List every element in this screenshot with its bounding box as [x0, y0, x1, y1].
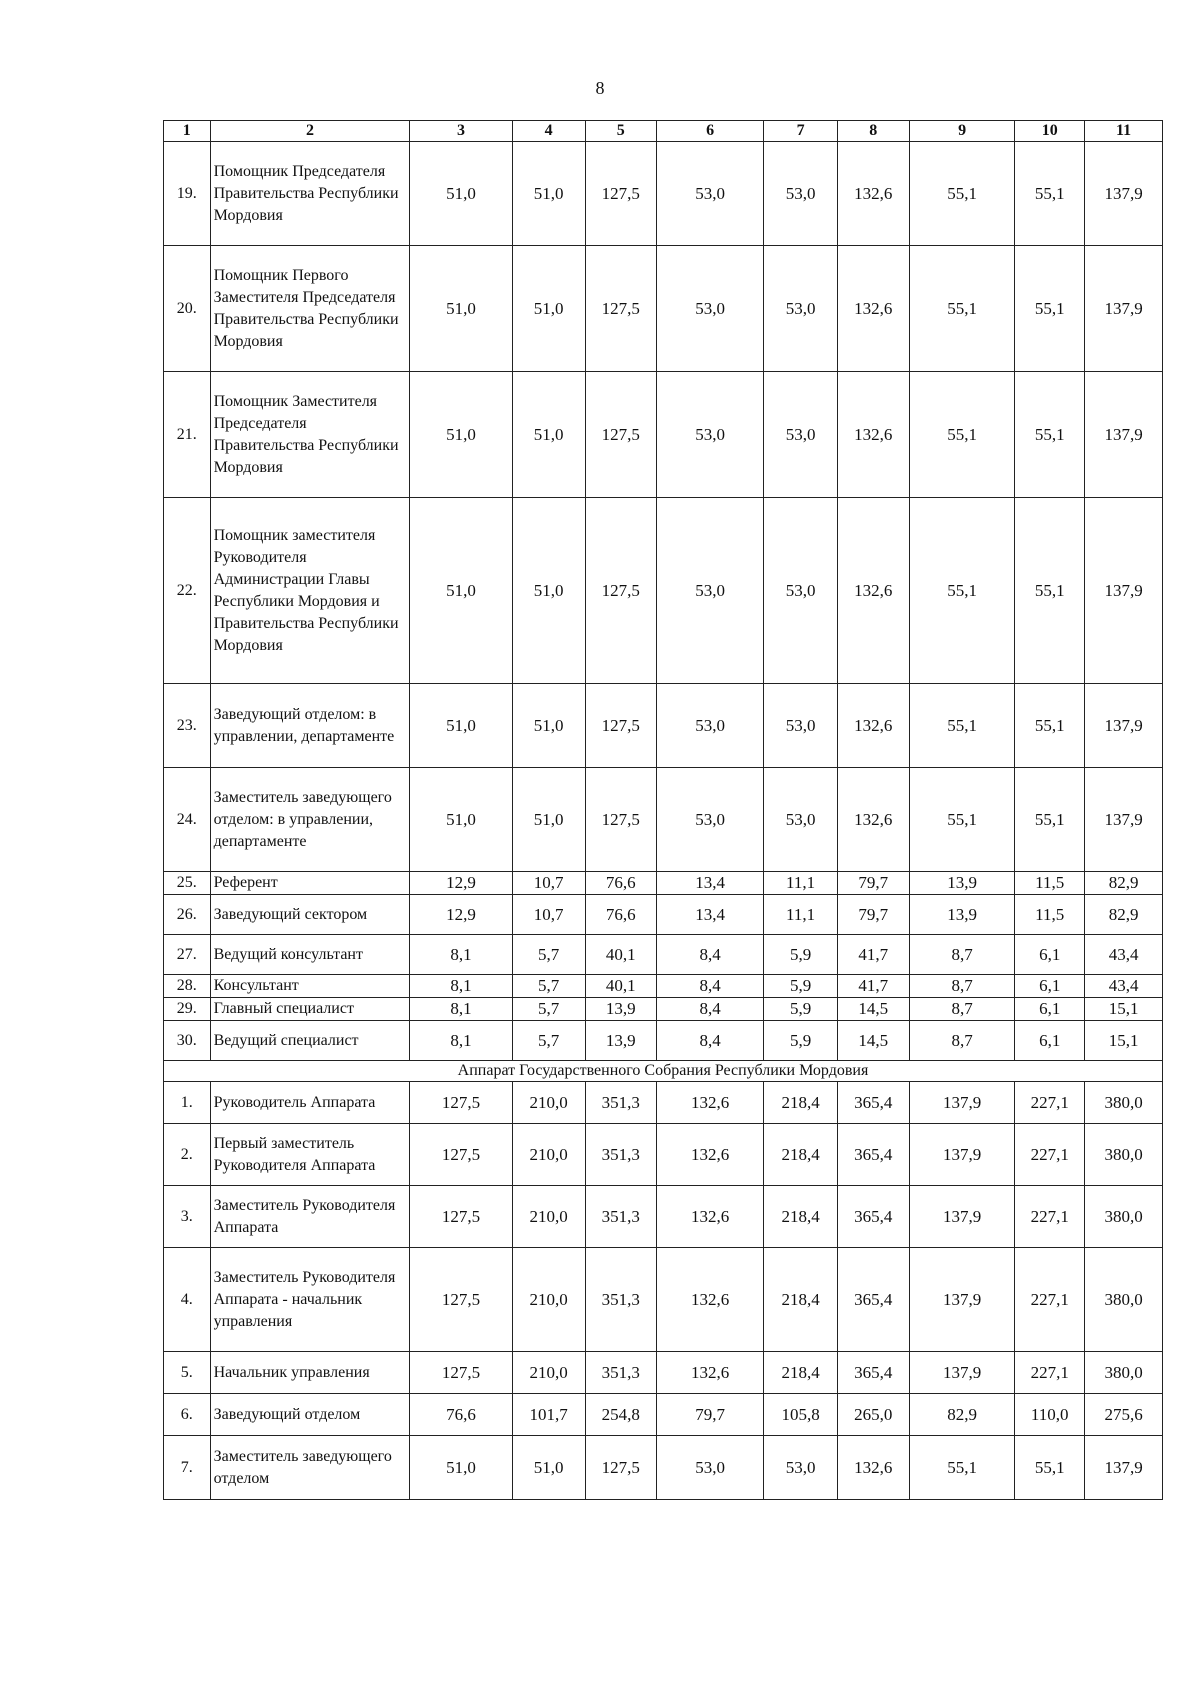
- value-cell-col-10: 55,1: [1015, 246, 1085, 372]
- value-cell-col-4: 210,0: [512, 1352, 585, 1394]
- position-name: Помощник Заместителя Председателя Правительства Республики Мордовия: [210, 372, 410, 498]
- value-cell-col-7: 105,8: [764, 1394, 837, 1436]
- section-row: [164, 1061, 1163, 1082]
- table-row: [164, 872, 1163, 895]
- value-cell-col-10: 227,1: [1015, 1248, 1085, 1352]
- value-cell-col-11: 82,9: [1085, 895, 1163, 935]
- row-number: 4.: [164, 1248, 211, 1352]
- value-cell-col-6: 53,0: [656, 142, 764, 246]
- value-cell-col-6: 132,6: [656, 1082, 764, 1124]
- value-cell-col-4: 210,0: [512, 1082, 585, 1124]
- table-row: [164, 768, 1163, 872]
- value-cell-col-9: 55,1: [909, 768, 1014, 872]
- row-number: 22.: [164, 498, 211, 684]
- value-cell-col-4: 51,0: [512, 684, 585, 768]
- value-cell-col-5: 127,5: [585, 142, 656, 246]
- table-row: [164, 684, 1163, 768]
- value-cell-col-3: 51,0: [410, 246, 512, 372]
- value-cell-col-10: 6,1: [1015, 1021, 1085, 1061]
- value-cell-col-11: 137,9: [1085, 1436, 1163, 1500]
- value-cell-col-3: 8,1: [410, 1021, 512, 1061]
- value-cell-col-8: 132,6: [837, 498, 909, 684]
- value-cell-col-9: 8,7: [909, 935, 1014, 975]
- value-cell-col-5: 13,9: [585, 1021, 656, 1061]
- position-name: Заместитель Руководителя Аппарата - начальник управления: [210, 1248, 410, 1352]
- value-cell-col-6: 13,4: [656, 872, 764, 895]
- column-header-2: 2: [210, 121, 410, 142]
- value-cell-col-9: 8,7: [909, 998, 1014, 1021]
- value-cell-col-11: 380,0: [1085, 1124, 1163, 1186]
- value-cell-col-5: 127,5: [585, 1436, 656, 1500]
- value-cell-col-7: 11,1: [764, 872, 837, 895]
- position-name: Главный специалист: [210, 998, 410, 1021]
- value-cell-col-7: 53,0: [764, 498, 837, 684]
- row-number: 5.: [164, 1352, 211, 1394]
- value-cell-col-7: 53,0: [764, 246, 837, 372]
- value-cell-col-3: 8,1: [410, 935, 512, 975]
- value-cell-col-3: 51,0: [410, 768, 512, 872]
- value-cell-col-7: 5,9: [764, 1021, 837, 1061]
- value-cell-col-10: 55,1: [1015, 142, 1085, 246]
- value-cell-col-11: 137,9: [1085, 768, 1163, 872]
- table-row: [164, 1436, 1163, 1500]
- value-cell-col-10: 11,5: [1015, 895, 1085, 935]
- column-header-5: 5: [585, 121, 656, 142]
- value-cell-col-11: 137,9: [1085, 684, 1163, 768]
- value-cell-col-7: 218,4: [764, 1082, 837, 1124]
- column-header-11: 11: [1085, 121, 1163, 142]
- value-cell-col-4: 51,0: [512, 768, 585, 872]
- table-row: [164, 1248, 1163, 1352]
- value-cell-col-8: 365,4: [837, 1248, 909, 1352]
- value-cell-col-8: 365,4: [837, 1352, 909, 1394]
- value-cell-col-7: 11,1: [764, 895, 837, 935]
- value-cell-col-11: 43,4: [1085, 975, 1163, 998]
- row-number: 1.: [164, 1082, 211, 1124]
- value-cell-col-9: 13,9: [909, 872, 1014, 895]
- value-cell-col-9: 137,9: [909, 1082, 1014, 1124]
- value-cell-col-4: 210,0: [512, 1186, 585, 1248]
- position-name: Заведующий отделом: в управлении, департаменте: [210, 684, 410, 768]
- value-cell-col-10: 227,1: [1015, 1124, 1085, 1186]
- value-cell-col-6: 53,0: [656, 372, 764, 498]
- value-cell-col-3: 76,6: [410, 1394, 512, 1436]
- value-cell-col-9: 8,7: [909, 1021, 1014, 1061]
- value-cell-col-7: 218,4: [764, 1352, 837, 1394]
- value-cell-col-5: 40,1: [585, 975, 656, 998]
- value-cell-col-3: 12,9: [410, 895, 512, 935]
- value-cell-col-5: 40,1: [585, 935, 656, 975]
- value-cell-col-8: 79,7: [837, 872, 909, 895]
- table-row: [164, 1352, 1163, 1394]
- row-number: 19.: [164, 142, 211, 246]
- value-cell-col-5: 127,5: [585, 684, 656, 768]
- row-number: 29.: [164, 998, 211, 1021]
- value-cell-col-7: 5,9: [764, 998, 837, 1021]
- value-cell-col-5: 351,3: [585, 1082, 656, 1124]
- value-cell-col-8: 132,6: [837, 246, 909, 372]
- value-cell-col-11: 275,6: [1085, 1394, 1163, 1436]
- row-number: 21.: [164, 372, 211, 498]
- value-cell-col-10: 6,1: [1015, 935, 1085, 975]
- value-cell-col-8: 365,4: [837, 1124, 909, 1186]
- value-cell-col-7: 53,0: [764, 1436, 837, 1500]
- value-cell-col-5: 13,9: [585, 998, 656, 1021]
- value-cell-col-3: 8,1: [410, 975, 512, 998]
- table-row: [164, 142, 1163, 246]
- value-cell-col-10: 11,5: [1015, 872, 1085, 895]
- value-cell-col-6: 79,7: [656, 1394, 764, 1436]
- header-row: [164, 121, 1163, 142]
- value-cell-col-9: 82,9: [909, 1394, 1014, 1436]
- value-cell-col-5: 351,3: [585, 1352, 656, 1394]
- value-cell-col-11: 82,9: [1085, 872, 1163, 895]
- table-row: [164, 895, 1163, 935]
- value-cell-col-4: 101,7: [512, 1394, 585, 1436]
- value-cell-col-6: 8,4: [656, 935, 764, 975]
- row-number: 24.: [164, 768, 211, 872]
- value-cell-col-10: 227,1: [1015, 1186, 1085, 1248]
- value-cell-col-8: 79,7: [837, 895, 909, 935]
- value-cell-col-6: 53,0: [656, 684, 764, 768]
- value-cell-col-4: 51,0: [512, 498, 585, 684]
- value-cell-col-6: 53,0: [656, 246, 764, 372]
- value-cell-col-4: 51,0: [512, 1436, 585, 1500]
- value-cell-col-11: 137,9: [1085, 142, 1163, 246]
- value-cell-col-3: 127,5: [410, 1124, 512, 1186]
- table-body-government: [164, 142, 1163, 1061]
- column-header-9: 9: [909, 121, 1014, 142]
- value-cell-col-3: 51,0: [410, 498, 512, 684]
- value-cell-col-5: 254,8: [585, 1394, 656, 1436]
- value-cell-col-11: 15,1: [1085, 998, 1163, 1021]
- value-cell-col-4: 10,7: [512, 872, 585, 895]
- value-cell-col-6: 132,6: [656, 1248, 764, 1352]
- value-cell-col-5: 76,6: [585, 895, 656, 935]
- position-name: Ведущий консультант: [210, 935, 410, 975]
- value-cell-col-5: 351,3: [585, 1248, 656, 1352]
- table-row: [164, 1124, 1163, 1186]
- value-cell-col-9: 13,9: [909, 895, 1014, 935]
- value-cell-col-9: 8,7: [909, 975, 1014, 998]
- value-cell-col-3: 51,0: [410, 684, 512, 768]
- value-cell-col-4: 5,7: [512, 998, 585, 1021]
- value-cell-col-9: 55,1: [909, 684, 1014, 768]
- value-cell-col-8: 132,6: [837, 142, 909, 246]
- value-cell-col-8: 14,5: [837, 1021, 909, 1061]
- row-number: 6.: [164, 1394, 211, 1436]
- value-cell-col-11: 15,1: [1085, 1021, 1163, 1061]
- table-row: [164, 935, 1163, 975]
- value-cell-col-9: 137,9: [909, 1186, 1014, 1248]
- table-row: [164, 1394, 1163, 1436]
- value-cell-col-8: 265,0: [837, 1394, 909, 1436]
- value-cell-col-4: 5,7: [512, 975, 585, 998]
- table-row: [164, 1186, 1163, 1248]
- value-cell-col-9: 55,1: [909, 1436, 1014, 1500]
- column-header-7: 7: [764, 121, 837, 142]
- value-cell-col-5: 351,3: [585, 1186, 656, 1248]
- value-cell-col-8: 132,6: [837, 1436, 909, 1500]
- value-cell-col-4: 10,7: [512, 895, 585, 935]
- position-name: Начальник управления: [210, 1352, 410, 1394]
- position-name: Помощник Председателя Правительства Республики Мордовия: [210, 142, 410, 246]
- row-number: 27.: [164, 935, 211, 975]
- value-cell-col-6: 13,4: [656, 895, 764, 935]
- column-header-10: 10: [1015, 121, 1085, 142]
- value-cell-col-6: 132,6: [656, 1352, 764, 1394]
- row-number: 7.: [164, 1436, 211, 1500]
- value-cell-col-7: 5,9: [764, 975, 837, 998]
- value-cell-col-7: 53,0: [764, 372, 837, 498]
- value-cell-col-4: 210,0: [512, 1124, 585, 1186]
- value-cell-col-5: 127,5: [585, 498, 656, 684]
- value-cell-col-10: 110,0: [1015, 1394, 1085, 1436]
- value-cell-col-10: 227,1: [1015, 1352, 1085, 1394]
- position-name: Руководитель Аппарата: [210, 1082, 410, 1124]
- column-header-1: 1: [164, 121, 211, 142]
- table-row: [164, 975, 1163, 998]
- value-cell-col-3: 51,0: [410, 1436, 512, 1500]
- value-cell-col-3: 127,5: [410, 1352, 512, 1394]
- value-cell-col-8: 365,4: [837, 1186, 909, 1248]
- section-title: Аппарат Государственного Собрания Республики Мордовия: [164, 1061, 1163, 1082]
- value-cell-col-3: 51,0: [410, 142, 512, 246]
- position-name: Заведующий отделом: [210, 1394, 410, 1436]
- value-cell-col-10: 55,1: [1015, 372, 1085, 498]
- value-cell-col-7: 218,4: [764, 1124, 837, 1186]
- position-name: Заместитель Руководителя Аппарата: [210, 1186, 410, 1248]
- value-cell-col-9: 55,1: [909, 372, 1014, 498]
- value-cell-col-6: 132,6: [656, 1186, 764, 1248]
- value-cell-col-6: 8,4: [656, 998, 764, 1021]
- table-body-assembly: [164, 1082, 1163, 1500]
- position-name: Консультант: [210, 975, 410, 998]
- value-cell-col-11: 137,9: [1085, 372, 1163, 498]
- value-cell-col-10: 55,1: [1015, 768, 1085, 872]
- value-cell-col-6: 8,4: [656, 975, 764, 998]
- value-cell-col-9: 55,1: [909, 246, 1014, 372]
- value-cell-col-6: 8,4: [656, 1021, 764, 1061]
- value-cell-col-9: 55,1: [909, 498, 1014, 684]
- value-cell-col-8: 41,7: [837, 975, 909, 998]
- value-cell-col-8: 132,6: [837, 372, 909, 498]
- column-header-3: 3: [410, 121, 512, 142]
- value-cell-col-8: 132,6: [837, 768, 909, 872]
- value-cell-col-10: 55,1: [1015, 498, 1085, 684]
- value-cell-col-4: 5,7: [512, 1021, 585, 1061]
- value-cell-col-6: 53,0: [656, 1436, 764, 1500]
- value-cell-col-6: 53,0: [656, 768, 764, 872]
- position-name: Помощник Первого Заместителя Председателя Правительства Республики Мордовия: [210, 246, 410, 372]
- row-number: 20.: [164, 246, 211, 372]
- value-cell-col-10: 6,1: [1015, 998, 1085, 1021]
- value-cell-col-4: 51,0: [512, 246, 585, 372]
- row-number: 25.: [164, 872, 211, 895]
- column-header-6: 6: [656, 121, 764, 142]
- row-number: 3.: [164, 1186, 211, 1248]
- value-cell-col-11: 137,9: [1085, 498, 1163, 684]
- section-divider: [164, 1061, 1163, 1082]
- value-cell-col-10: 6,1: [1015, 975, 1085, 998]
- value-cell-col-11: 380,0: [1085, 1352, 1163, 1394]
- table-row: [164, 372, 1163, 498]
- value-cell-col-4: 51,0: [512, 142, 585, 246]
- value-cell-col-11: 380,0: [1085, 1082, 1163, 1124]
- value-cell-col-9: 137,9: [909, 1352, 1014, 1394]
- table-row: [164, 998, 1163, 1021]
- value-cell-col-7: 53,0: [764, 142, 837, 246]
- value-cell-col-6: 132,6: [656, 1124, 764, 1186]
- value-cell-col-10: 227,1: [1015, 1082, 1085, 1124]
- value-cell-col-4: 5,7: [512, 935, 585, 975]
- value-cell-col-10: 55,1: [1015, 684, 1085, 768]
- value-cell-col-6: 53,0: [656, 498, 764, 684]
- value-cell-col-8: 14,5: [837, 998, 909, 1021]
- value-cell-col-5: 127,5: [585, 768, 656, 872]
- value-cell-col-3: 127,5: [410, 1186, 512, 1248]
- table-row: [164, 246, 1163, 372]
- value-cell-col-11: 43,4: [1085, 935, 1163, 975]
- value-cell-col-5: 76,6: [585, 872, 656, 895]
- value-cell-col-3: 127,5: [410, 1082, 512, 1124]
- value-cell-col-7: 218,4: [764, 1186, 837, 1248]
- column-header-8: 8: [837, 121, 909, 142]
- row-number: 26.: [164, 895, 211, 935]
- position-name: Ведущий специалист: [210, 1021, 410, 1061]
- salary-table: [163, 120, 1163, 1500]
- row-number: 28.: [164, 975, 211, 998]
- position-name: Заместитель заведующего отделом: [210, 1436, 410, 1500]
- position-name: Референт: [210, 872, 410, 895]
- value-cell-col-9: 137,9: [909, 1248, 1014, 1352]
- table-row: [164, 1021, 1163, 1061]
- row-number: 2.: [164, 1124, 211, 1186]
- column-header-4: 4: [512, 121, 585, 142]
- value-cell-col-4: 210,0: [512, 1248, 585, 1352]
- value-cell-col-5: 351,3: [585, 1124, 656, 1186]
- value-cell-col-7: 53,0: [764, 768, 837, 872]
- row-number: 30.: [164, 1021, 211, 1061]
- value-cell-col-8: 41,7: [837, 935, 909, 975]
- table-row: [164, 1082, 1163, 1124]
- value-cell-col-10: 55,1: [1015, 1436, 1085, 1500]
- value-cell-col-9: 137,9: [909, 1124, 1014, 1186]
- value-cell-col-7: 53,0: [764, 684, 837, 768]
- value-cell-col-11: 137,9: [1085, 246, 1163, 372]
- value-cell-col-4: 51,0: [512, 372, 585, 498]
- position-name: Первый заместитель Руководителя Аппарата: [210, 1124, 410, 1186]
- position-name: Заместитель заведующего отделом: в управлении, департаменте: [210, 768, 410, 872]
- value-cell-col-7: 218,4: [764, 1248, 837, 1352]
- value-cell-col-9: 55,1: [909, 142, 1014, 246]
- value-cell-col-3: 8,1: [410, 998, 512, 1021]
- value-cell-col-8: 132,6: [837, 684, 909, 768]
- value-cell-col-11: 380,0: [1085, 1248, 1163, 1352]
- position-name: Помощник заместителя Руководителя Администрации Главы Республики Мордовия и Правительства Республики Мордовия: [210, 498, 410, 684]
- page-number: 8: [595, 78, 605, 98]
- position-name: Заведующий сектором: [210, 895, 410, 935]
- value-cell-col-8: 365,4: [837, 1082, 909, 1124]
- table-row: [164, 498, 1163, 684]
- value-cell-col-3: 127,5: [410, 1248, 512, 1352]
- value-cell-col-5: 127,5: [585, 246, 656, 372]
- value-cell-col-11: 380,0: [1085, 1186, 1163, 1248]
- value-cell-col-5: 127,5: [585, 372, 656, 498]
- value-cell-col-7: 5,9: [764, 935, 837, 975]
- value-cell-col-3: 51,0: [410, 372, 512, 498]
- value-cell-col-3: 12,9: [410, 872, 512, 895]
- row-number: 23.: [164, 684, 211, 768]
